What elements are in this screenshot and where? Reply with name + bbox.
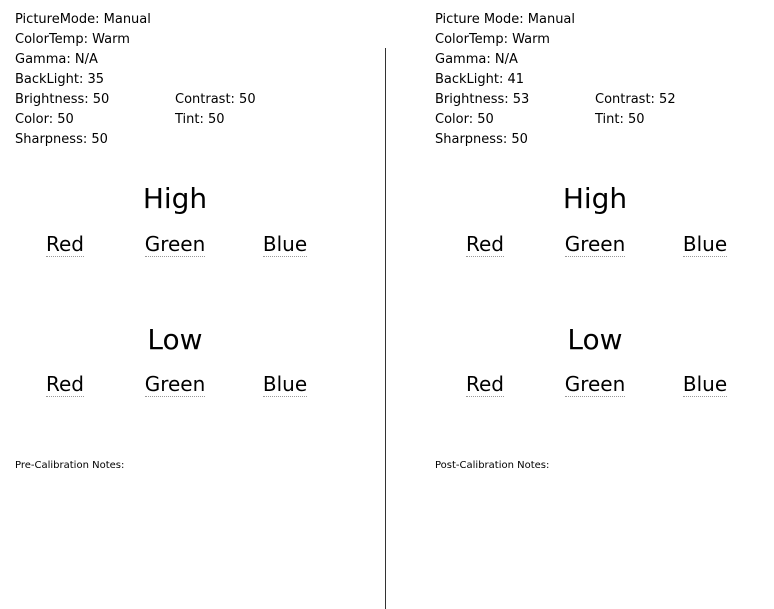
pre-gamma: Gamma: N/A (15, 52, 98, 67)
pre-low-red (15, 372, 115, 397)
pre-low-green (125, 372, 225, 397)
post-high-title: High (562, 182, 628, 215)
post-low-blue-label: Blue (682, 372, 728, 396)
pre-high-green (125, 232, 225, 257)
pre-settings-block (15, 10, 256, 150)
pre-brightness-contrast-row (15, 90, 256, 110)
pre-calibration-panel (0, 0, 380, 609)
pre-high-title: High (142, 182, 208, 215)
post-tint: Tint: 50 (595, 112, 645, 127)
post-color: Color: 50 (435, 112, 494, 127)
post-backlight: BackLight: 41 (435, 72, 525, 87)
panel-divider (385, 48, 386, 609)
post-low-red (435, 372, 535, 397)
post-low-green-label: Green (564, 372, 626, 396)
post-high-red-label: Red (466, 232, 504, 256)
pre-high-red (15, 232, 115, 257)
post-color-tint-row (435, 110, 645, 130)
post-gamma: Gamma: N/A (435, 52, 518, 67)
post-high-blue-label: Blue (682, 232, 728, 256)
post-calibration-notes-label: Post-Calibration Notes: (435, 460, 550, 471)
post-calibration-panel (420, 0, 774, 609)
post-settings-block (435, 10, 676, 150)
pre-contrast: Contrast: 50 (175, 92, 256, 107)
post-high-green-label: Green (564, 232, 626, 256)
pre-low-title: Low (147, 323, 203, 356)
pre-low-blue (235, 372, 335, 397)
pre-sharpness: Sharpness: 50 (15, 132, 108, 147)
pre-low-blue-label: Blue (262, 372, 308, 396)
post-picture-mode: Picture Mode: Manual (435, 12, 576, 27)
post-high-green (545, 232, 645, 257)
post-low-green (545, 372, 645, 397)
pre-low-red-label: Red (46, 372, 84, 396)
post-brightness-contrast-row (435, 90, 676, 110)
pre-color: Color: 50 (15, 112, 74, 127)
pre-calibration-notes-label: Pre-Calibration Notes: (15, 460, 125, 471)
post-high-red (435, 232, 535, 257)
pre-high-blue-label: Blue (262, 232, 308, 256)
post-color-temp: ColorTemp: Warm (435, 32, 550, 47)
post-low-title: Low (567, 323, 623, 356)
post-high-blue (655, 232, 755, 257)
pre-low-green-label: Green (144, 372, 206, 396)
pre-high-blue (235, 232, 335, 257)
pre-picture-mode: PictureMode: Manual (15, 12, 151, 27)
pre-color-tint-row (15, 110, 225, 130)
post-sharpness: Sharpness: 50 (435, 132, 528, 147)
post-contrast: Contrast: 52 (595, 92, 676, 107)
pre-color-temp: ColorTemp: Warm (15, 32, 130, 47)
pre-high-red-label: Red (46, 232, 84, 256)
post-low-blue (655, 372, 755, 397)
pre-backlight: BackLight: 35 (15, 72, 105, 87)
post-low-red-label: Red (466, 372, 504, 396)
pre-tint: Tint: 50 (175, 112, 225, 127)
pre-high-green-label: Green (144, 232, 206, 256)
post-brightness: Brightness: 53 (435, 92, 530, 107)
pre-brightness: Brightness: 50 (15, 92, 110, 107)
